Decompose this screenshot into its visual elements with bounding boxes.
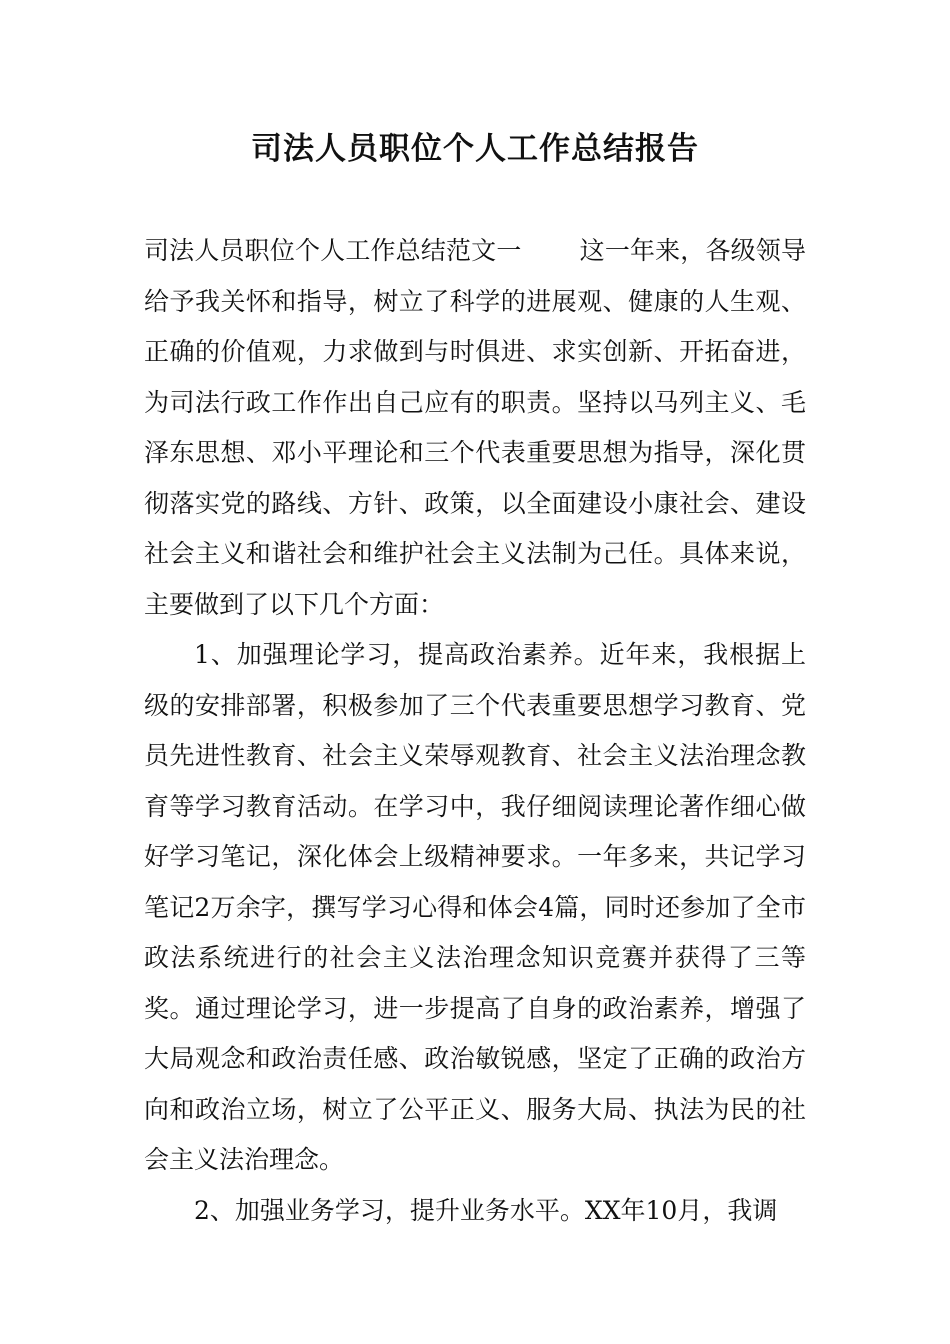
paragraph-heading: 司法人员职位个人工作总结范文一 [144,236,522,265]
document-body [144,226,806,1236]
paragraph-theory-study: 1、加强理论学习，提高政治素养。近年来，我根据上级的安排部署，积极参加了三个代表重要思想学习教育、党员先进性教育、社会主义荣辱观教育、社会主义法治理念教育等学习教育活动。在学习中，我仔细阅读理论著作细心做好学习笔记，深化体会上级精神要求。一年多来，共记学习笔记2万余字，撰写学习心得和体会4篇，同时还参加了全市政法系统进行的社会主义法治理念知识竞赛并获得了三等奖。通过理论学习，进一步提高了自身的政治素养，增强了大局观念和政治责任感、政治敏锐感，坚定了正确的政治方向和政治立场，树立了公平正义、服务大局、执法为民的社会主义法治理念。 [144,640,806,1174]
paragraph-text: 这一年来，各级领导给予我关怀和指导，树立了科学的进展观、健康的人生观、正确的价值观，力求做到与时俱进、求实创新、开拓奋进，为司法行政工作作出自己应有的职责。坚持以马列主义、毛泽东思想、邓小平理论和三个代表重要思想为指导，深化贯彻落实党的路线、方针、政策，以全面建设小康社会、建设社会主义和谐社会和维护社会主义法制为己任。具体来说，主要做到了以下几个方面： [144,236,806,619]
paragraph-intro [144,226,806,630]
paragraph-business-study: 2、加强业务学习，提升业务水平。XX年10月，我调 [194,1195,778,1225]
document-title: 司法人员职位个人工作总结报告 [251,131,699,167]
